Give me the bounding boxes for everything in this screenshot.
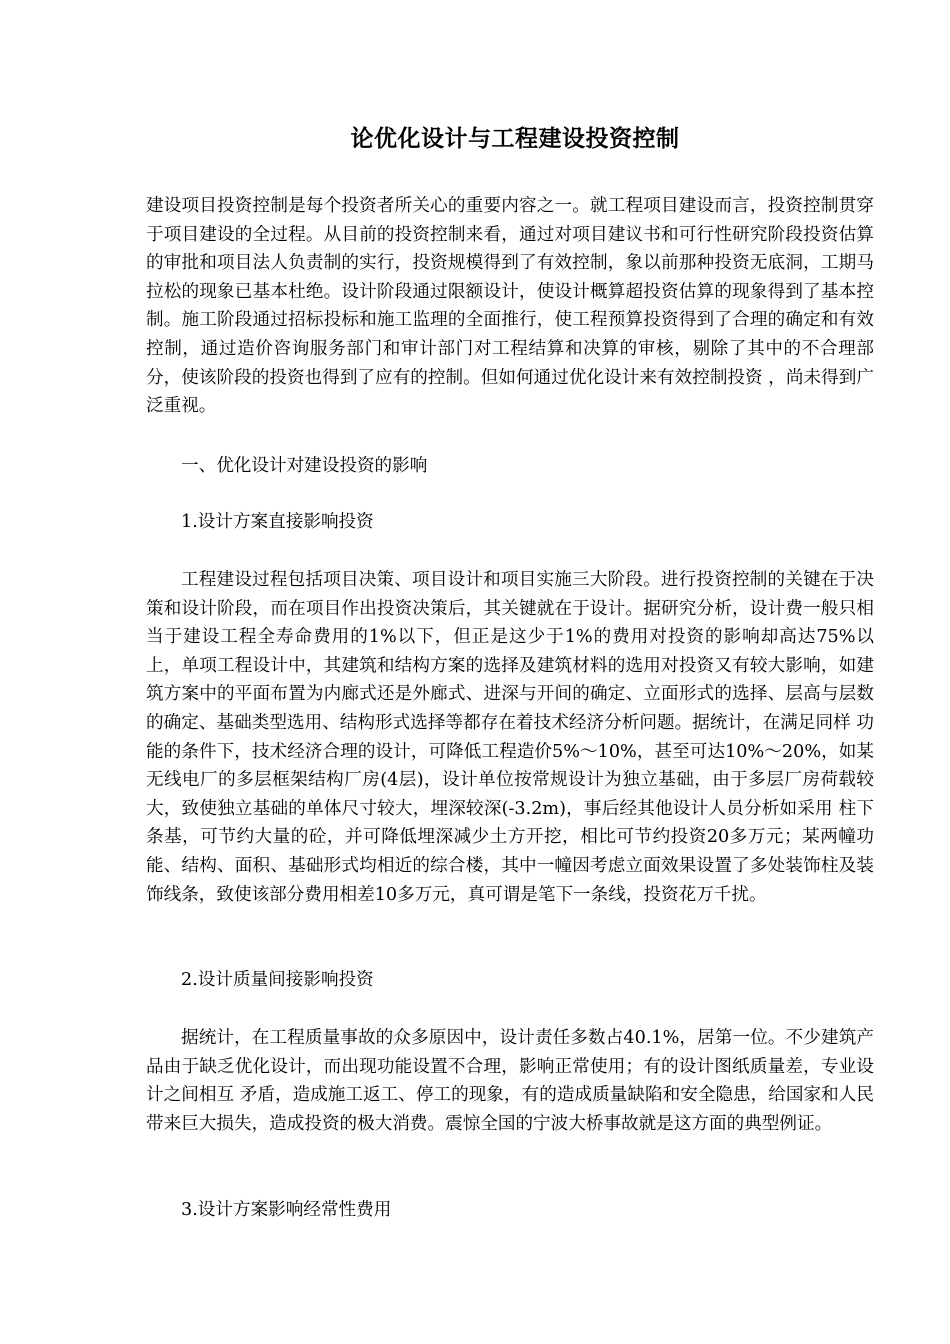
- subsection-heading-3: 3.设计方案影响经常性费用: [181, 1200, 392, 1220]
- section-heading: 一、优化设计对建设投资的影响: [181, 456, 428, 476]
- subsection-heading-1: 1.设计方案直接影响投资: [181, 512, 374, 532]
- subsection-paragraph-1: 工程建设过程包括项目决策、项目设计和项目实施三大阶段。进行投资控制的关键在于决策和设计阶段，而在项目作出投资决策后，其关键就在于设计。据研究分析，设计费一般只相当于建设工程全寿命费用的1%以下，但正是这少于1%的费用对投资的影响却高达75%以上，单项工程设计中，其建筑和结构方案的选择及建筑材料的选用对投资又有较大影响，如建筑方案中的平面布置为内廊式还是外廊式、进深与开间的确定、立面形式的选择、层高与层数的确定、基础类型选用、结构形式选择等都存在着技术经济分析问题。据统计，在满足同样 功能的条件下，技术经济合理的设计，可降低工程造价5%～10%，甚至可达10%～20%，如某无线电厂的多层框架结构厂房(4层)，设计单位按常规设计为独立基础，由于多层厂房荷载较大，致使独立基础的单体尺寸较大，埋深较深(-3.2m)，事后经其他设计人员分析如采用 柱下条基，可节约大量的砼，并可降低埋深减少土方开挖，相比可节约投资20多万元；某两幢功能、结构、面积、基础形式均相近的综合楼，其中一幢因考虑立面效果设置了多处装饰柱及装饰线条，致使该部分费用相差10多万元，真可谓是笔下一条线，投资花万千扰。: [146, 570, 874, 905]
- intro-paragraph: 建设项目投资控制是每个投资者所关心的重要内容之一。就工程项目建设而言，投资控制贯穿于项目建设的全过程。从目前的投资控制来看，通过对项目建议书和可行性研究阶段投资估算的审批和项目法人负责制的实行，投资规模得到了有效控制，象以前那种投资无底洞，工期马拉松的现象已基本杜绝。设计阶段通过限额设计，使设计概算超投资估算的现象得到了基本控制。施工阶段通过招标投标和施工监理的全面推行，使工程预算投资得到了合理的确定和有效控制，通过造价咨询服务部门和审计部门对工程结算和决算的审核，剔除了其中的不合理部分，使该阶段的投资也得到了应有的控制。但如何通过优化设计来有效控制投资 ，尚未得到广泛重视。: [146, 196, 874, 417]
- document-title: 论优化设计与工程建设投资控制: [350, 125, 680, 152]
- subsection-paragraph-2: 据统计，在工程质量事故的众多原因中，设计责任多数占40.1%，居第一位。不少建筑产品由于缺乏优化设计，而出现功能设置不合理，影响正常使用；有的设计图纸质量差，专业设计之间相互 矛盾，造成施工返工、停工的现象，有的造成质量缺陷和安全隐患，给国家和人民带来巨大损失，造成投资的极大消费。震惊全国的宁波大桥事故就是这方面的典型例证。: [146, 1028, 874, 1134]
- subsection-heading-2: 2.设计质量间接影响投资: [181, 970, 374, 990]
